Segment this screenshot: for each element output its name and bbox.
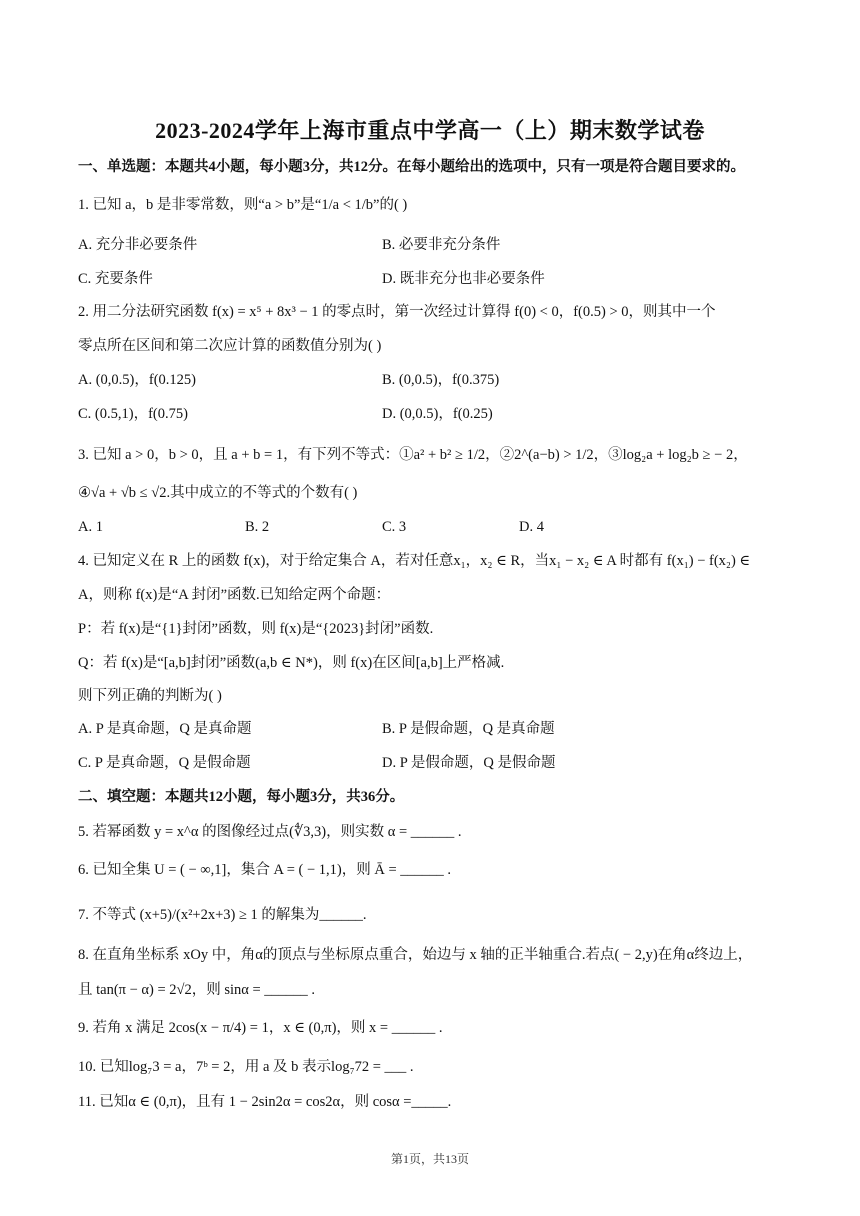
section-fill-blank-header: 二、填空题：本题共12小题，每小题3分，共36分。: [78, 789, 405, 805]
question-3-option-d: D. 4: [519, 519, 544, 535]
question-4-option-c: C. P 是真命题，Q 是假命题: [78, 755, 251, 771]
question-2-stem-line-1: 2. 用二分法研究函数 f(x) = x⁵ + 8x³ − 1 的零点时，第一次经过计算得 f(0) < 0，f(0.5) > 0，则其中一个: [78, 304, 716, 320]
question-4-option-a: A. P 是真命题，Q 是真命题: [78, 721, 252, 737]
question-4-stem-line-2: A，则称 f(x)是“A 封闭”函数.已知给定两个命题：: [78, 587, 391, 603]
question-9: 9. 若角 x 满足 2cos(x − π/4) = 1，x ∈ (0,π)，则 x = ______ .: [78, 1020, 443, 1036]
question-3-option-a: A. 1: [78, 519, 103, 535]
section-single-choice-header: 一、单选题：本题共4小题，每小题3分，共12分。在每小题给出的选项中，只有一项是符合题目要求的。: [78, 159, 745, 175]
question-2-stem-line-2: 零点所在区间和第二次应计算的函数值分别为( ): [78, 338, 382, 354]
question-1-option-a: A. 充分非必要条件: [78, 237, 198, 253]
question-3-stem-line-1: 3. 已知 a > 0，b > 0，且 a + b = 1，有下列不等式：①a² + b² ≥ 1/2，②2^(a−b) > 1/2，③log₂a + log₂b ≥ − 2，: [78, 447, 748, 463]
question-4-stem-line-1: 4. 已知定义在 R 上的函数 f(x)，对于给定集合 A，若对任意x₁，x₂ ∈ R，当x₁ − x₂ ∈ A 时都有 f(x₁) − f(x₂) ∈: [78, 553, 751, 569]
question-10: 10. 已知log₇3 = a，7ᵇ = 2，用 a 及 b 表示log₇72 = ___ .: [78, 1059, 414, 1075]
question-2-option-a: A. (0,0.5)，f(0.125): [78, 372, 196, 388]
question-5: 5. 若幂函数 y = x^α 的图像经过点(∜3,3)，则实数 α = ______ .: [78, 824, 462, 840]
question-1-stem: 1. 已知 a，b 是非零常数，则“a > b”是“1/a < 1/b”的( ): [78, 197, 408, 213]
question-11: 11. 已知α ∈ (0,π)，且有 1 − 2sin2α = cos2α，则 cosα =_____.: [78, 1094, 452, 1110]
question-8-line-2: 且 tan(π − α) = 2√2，则 sinα = ______ .: [78, 982, 316, 998]
question-2-option-d: D. (0,0.5)，f(0.25): [382, 406, 493, 422]
question-3-option-c: C. 3: [382, 519, 407, 535]
question-3-option-b: B. 2: [245, 519, 270, 535]
question-2-option-b: B. (0,0.5)，f(0.375): [382, 372, 500, 388]
question-7: 7. 不等式 (x+5)/(x²+2x+3) ≥ 1 的解集为______.: [78, 907, 367, 923]
question-1-option-b: B. 必要非充分条件: [382, 237, 501, 253]
question-6: 6. 已知全集 U = ( − ∞,1]，集合 A = ( − 1,1)，则 Ā = ______ .: [78, 862, 452, 878]
question-4-stem-line-3: 则下列正确的判断为( ): [78, 688, 222, 704]
question-2-option-c: C. (0.5,1)，f(0.75): [78, 406, 188, 422]
question-4-option-b: B. P 是假命题，Q 是真命题: [382, 721, 555, 737]
question-8-line-1: 8. 在直角坐标系 xOy 中，角α的顶点与坐标原点重合，始边与 x 轴的正半轴重合.若点( − 2,y)在角α终边上，: [78, 947, 753, 963]
question-3-stem-line-2: ④√a + √b ≤ √2.其中成立的不等式的个数有( ): [78, 485, 358, 501]
page-title: 2023-2024学年上海市重点中学高一（上）期末数学试卷: [155, 118, 705, 143]
question-4-option-d: D. P 是假命题，Q 是假命题: [382, 755, 556, 771]
page-footer: 第1页，共13页: [390, 1152, 469, 1166]
question-1-option-c: C. 充要条件: [78, 271, 153, 287]
question-1-option-d: D. 既非充分也非必要条件: [382, 271, 545, 287]
question-4-proposition-q: Q：若 f(x)是“[a,b]封闭”函数(a,b ∈ N*)，则 f(x)在区间[a,b]上严格减.: [78, 655, 505, 671]
question-4-proposition-p: P：若 f(x)是“{1}封闭”函数，则 f(x)是“{2023}封闭”函数.: [78, 621, 434, 637]
